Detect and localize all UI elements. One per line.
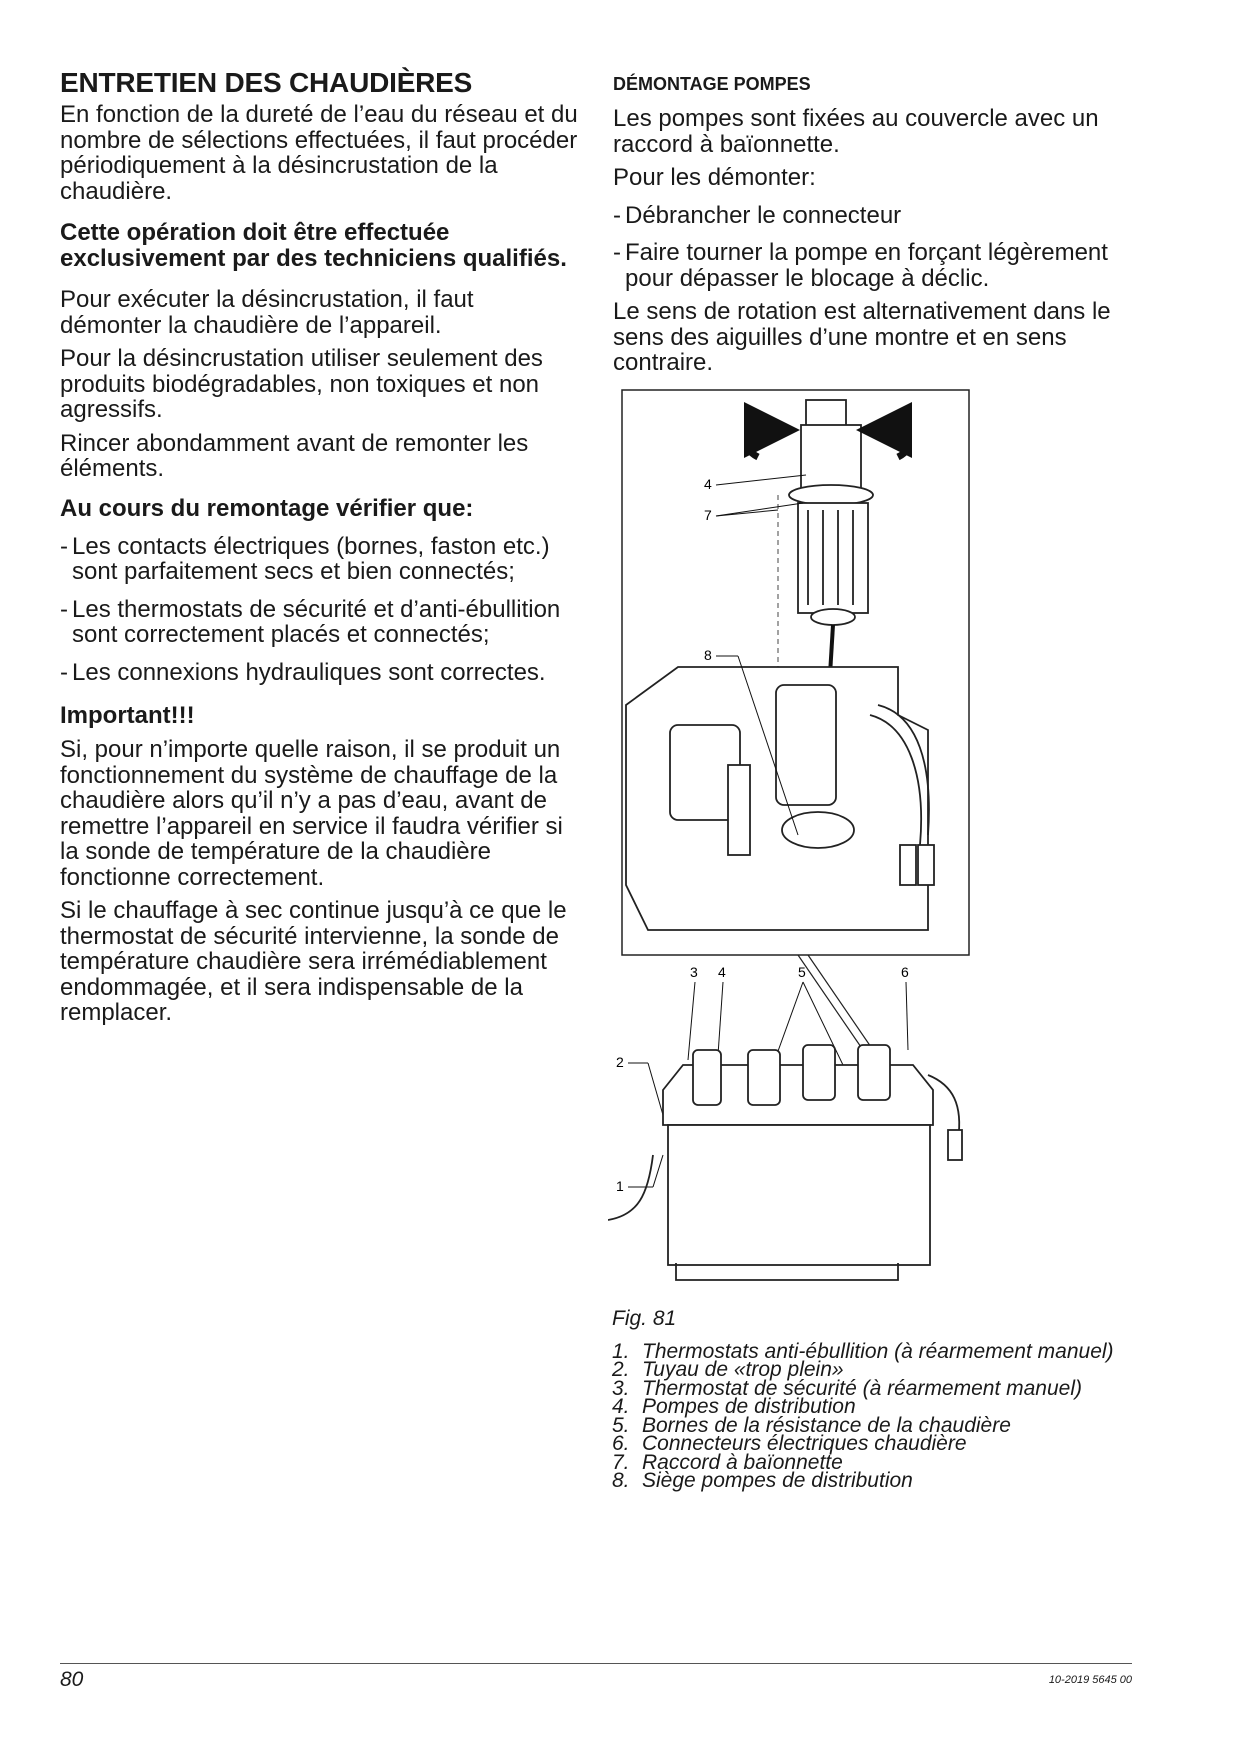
pump-removal-heading: DÉMONTAGE POMPES bbox=[613, 74, 811, 94]
bullet-dash: - bbox=[60, 532, 68, 560]
check-item bbox=[60, 597, 580, 648]
callout-4: 4 bbox=[718, 964, 726, 980]
step-item-text: Faire tourner la pompe en forçant légèrement pour dépasser le blocage à déclic. bbox=[625, 239, 1108, 292]
zoom-line bbox=[808, 955, 873, 1050]
legend-text: Connecteurs électriques chaudière bbox=[642, 1432, 967, 1455]
callout-6: 6 bbox=[901, 964, 909, 980]
pump-detail bbox=[789, 400, 873, 625]
callout-2: 2 bbox=[616, 1054, 624, 1070]
legend-number: 2. bbox=[612, 1358, 630, 1381]
callout-7-top: 7 bbox=[704, 507, 712, 523]
check-item-text: Les connexions hydrauliques sont correctes. bbox=[72, 658, 546, 686]
reassembly-check-heading: Au cours du remontage vérifier que: bbox=[60, 494, 474, 522]
intro-paragraph: En fonction de la dureté de l’eau du réseau et du nombre de sélections effectuées, il faut procéder périodiquement à la désincrustation de la chaudière. bbox=[60, 101, 578, 205]
page-number: 80 bbox=[60, 1668, 84, 1691]
removal-intro: Pour les démonter: bbox=[613, 164, 816, 191]
bullet-dash: - bbox=[613, 239, 621, 266]
footer-divider bbox=[60, 1663, 1132, 1664]
legend-number: 3. bbox=[612, 1376, 630, 1400]
disassembly-paragraph: Pour exécuter la désincrustation, il faut démonter la chaudière de l’appareil. bbox=[60, 286, 474, 339]
bayonet-paragraph: Les pompes sont fixées au couvercle avec un raccord à baïonnette. bbox=[613, 105, 1099, 158]
callout-8-top: 8 bbox=[704, 647, 712, 663]
legend-text: Thermostats anti-ébullition (à réarmement manuel) bbox=[642, 1339, 1114, 1363]
legend-number: 8. bbox=[612, 1469, 630, 1492]
figure-81-illustration bbox=[608, 385, 984, 1285]
legend-item bbox=[612, 1469, 1132, 1492]
legend-number: 6. bbox=[612, 1432, 630, 1455]
boiler-pump-diagram bbox=[608, 385, 984, 1285]
callout-4-top: 4 bbox=[704, 476, 712, 492]
legend-number: 1. bbox=[612, 1339, 630, 1363]
legend-text: Thermostat de sécurité (à réarmement manuel) bbox=[642, 1376, 1083, 1400]
callout-3: 3 bbox=[690, 964, 698, 980]
qualified-technicians-warning: Cette opération doit être effectuée exclusivement par des techniciens qualifiés. bbox=[60, 219, 567, 272]
document-code: 10-2019 5645 00 bbox=[1048, 1674, 1132, 1686]
right-column bbox=[613, 72, 1133, 376]
legend-text: Pompes de distribution bbox=[642, 1395, 856, 1418]
legend-text: Raccord à baïonnette bbox=[642, 1450, 843, 1474]
legend-text: Bornes de la résistance de la chaudière bbox=[642, 1413, 1011, 1437]
bullet-dash: - bbox=[613, 201, 621, 229]
products-paragraph: Pour la désincrustation utiliser seulement des produits biodégradables, non toxiques et non agressifs. bbox=[60, 345, 543, 423]
legend-text: Tuyau de «trop plein» bbox=[642, 1358, 844, 1381]
bullet-dash: - bbox=[60, 658, 68, 686]
rinse-paragraph: Rincer abondamment avant de remonter les éléments. bbox=[60, 429, 529, 482]
legend-text: Siège pompes de distribution bbox=[642, 1469, 913, 1492]
legend-number: 7. bbox=[612, 1450, 630, 1474]
legend-number: 4. bbox=[612, 1395, 630, 1418]
figure-caption bbox=[612, 1307, 1132, 1492]
check-item bbox=[60, 660, 580, 686]
page-title: ENTRETIEN DES CHAUDIÈRES bbox=[60, 67, 473, 98]
check-item-text: Les thermostats de sécurité et d’anti-ébullition sont correctement placés et connectés; bbox=[72, 595, 561, 648]
important-paragraph-2: Si le chauffage à sec continue jusqu’à ce que le thermostat de sécurité intervienne, la sonde de température chaudière sera irrémédiablement endommagée, et il sera indispensable de la remplacer. bbox=[60, 897, 567, 1026]
zoom-line bbox=[798, 955, 863, 1050]
left-column bbox=[60, 66, 580, 1026]
callout-1: 1 bbox=[616, 1178, 624, 1194]
figure-number: Fig. 81 bbox=[612, 1307, 677, 1330]
rotation-paragraph: Le sens de rotation est alternativement dans le sens des aiguilles d’une montre et en sens contraire. bbox=[613, 298, 1111, 376]
step-item bbox=[613, 203, 1133, 229]
bullet-dash: - bbox=[60, 595, 68, 623]
step-item bbox=[613, 240, 1133, 291]
check-item bbox=[60, 534, 580, 585]
legend-number: 5. bbox=[612, 1413, 630, 1437]
check-item-text: Les contacts électriques (bornes, faston etc.) sont parfaitement secs et bien connectés; bbox=[72, 532, 550, 585]
callout-5: 5 bbox=[798, 964, 806, 980]
important-paragraph-1: Si, pour n’importe quelle raison, il se produit un fonctionnement du système de chauffage de la chaudière alors qu’il n’y a pas d’eau, avant de remettre l’appareil en service il faudra vérifier si la sonde de température de la chaudière fonctionne correctement. bbox=[60, 736, 563, 891]
boiler-lid-detail bbox=[626, 667, 934, 930]
step-item-text: Débrancher le connecteur bbox=[625, 201, 902, 229]
important-heading: Important!!! bbox=[60, 702, 195, 729]
